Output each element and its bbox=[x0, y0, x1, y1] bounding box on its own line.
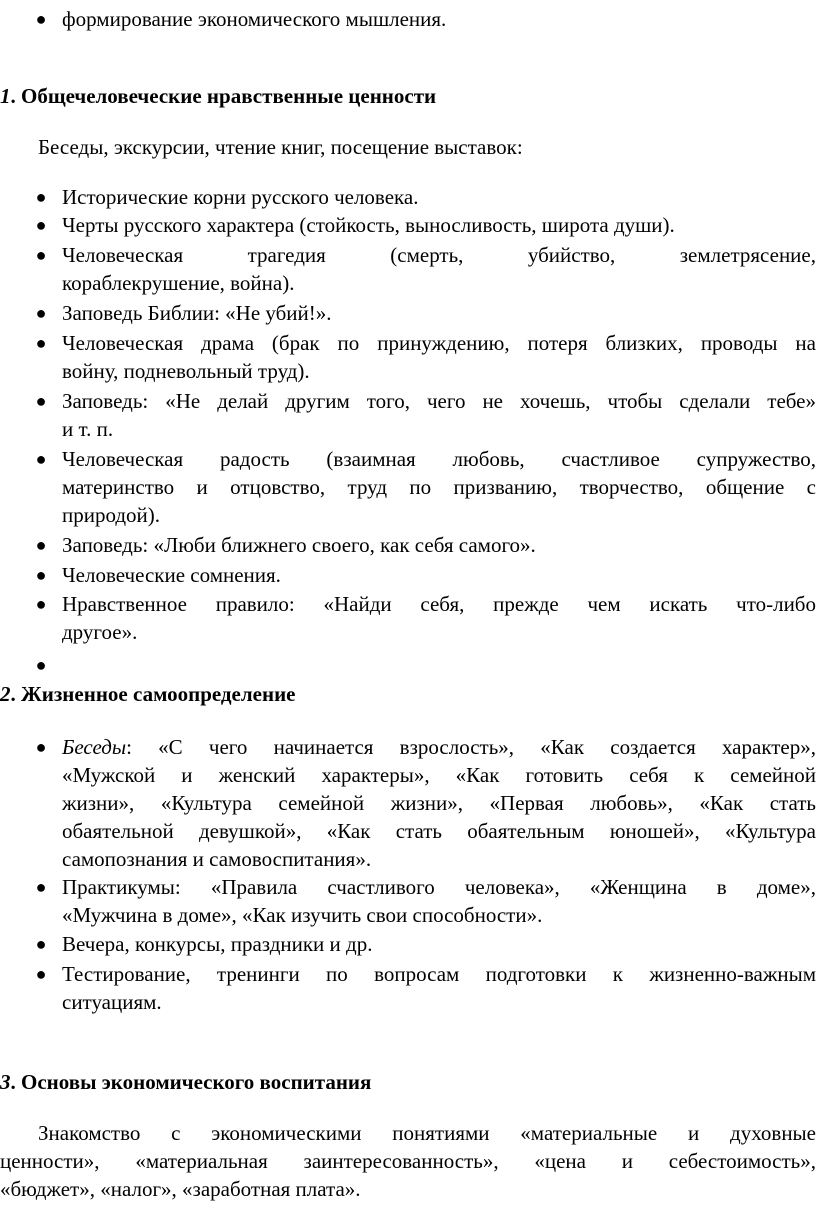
list-item-text: войну, подневольный труд). bbox=[62, 359, 310, 383]
emphasis-text: Беседы bbox=[62, 735, 127, 759]
list-item-text: Человеческая трагедия (смерть, убийство, землетрясение, bbox=[62, 243, 816, 267]
list-item-text: кораблекрушение, война). bbox=[62, 271, 295, 295]
list-item-text: самопознания и самовоспитания». bbox=[62, 847, 372, 871]
paragraph-line: Знакомство с экономическими понятиями «материальные и духовные bbox=[38, 1121, 816, 1145]
list-item-text: Вечера, конкурсы, праздники и др. bbox=[62, 932, 373, 956]
bullet-icon: ● bbox=[35, 934, 47, 954]
list-item-text: Исторические корни русского человека. bbox=[62, 185, 419, 209]
bullet-icon: ● bbox=[35, 303, 47, 323]
list-item-text: Человеческая радость (взаимная любовь, счастливое супружество, bbox=[62, 447, 816, 471]
bullet-icon: ● bbox=[35, 333, 47, 353]
list-item-text: Тестирование, тренинги по вопросам подготовки к жизненно-важным bbox=[62, 962, 816, 986]
list-item-text: обаятельной девушкой», «Как стать обаятельным юношей», «Культура bbox=[62, 819, 816, 843]
list-item-text: формирование экономического мышления. bbox=[62, 7, 447, 31]
list-item-text: Нравственное правило: «Найди себя, прежде чем искать что-либо bbox=[62, 592, 816, 616]
bullet-icon: ● bbox=[35, 737, 47, 757]
list-item-text: Человеческие сомнения. bbox=[62, 563, 281, 587]
list-item-text: природой). bbox=[62, 503, 161, 527]
bullet-icon: ● bbox=[35, 9, 47, 29]
bullet-icon: ● bbox=[35, 187, 47, 207]
list-item-text: и т. п. bbox=[62, 417, 114, 441]
list-item-text: ситуациям. bbox=[62, 990, 162, 1014]
section-3-paragraph bbox=[0, 1119, 816, 1203]
bullet-icon: ● bbox=[35, 655, 47, 675]
section-1-intro: Беседы, экскурсии, чтение книг, посещение выставок: bbox=[38, 135, 523, 159]
paragraph-line: «бюджет», «налог», «заработная плата». bbox=[0, 1177, 361, 1201]
list-item-text: Заповедь Библии: «Не убий!». bbox=[62, 301, 332, 325]
list-item-text: Беседы: «С чего начинается взрослость», «Как создается характер», bbox=[62, 735, 816, 759]
list-item-text: Человеческая драма (брак по принуждению, потеря близких, проводы на bbox=[62, 331, 816, 355]
list-item-text: «Мужчина в доме», «Как изучить свои способности». bbox=[62, 903, 543, 927]
list-item-text: Черты русского характера (стойкость, выносливость, широта души). bbox=[62, 213, 675, 237]
bullet-icon: ● bbox=[35, 449, 47, 469]
bullet-icon: ● bbox=[35, 245, 47, 265]
bullet-icon: ● bbox=[35, 964, 47, 984]
bullet-icon: ● bbox=[35, 215, 47, 235]
bullet-icon: ● bbox=[35, 565, 47, 585]
list-item-text: другое». bbox=[62, 620, 138, 644]
bullet-icon: ● bbox=[35, 877, 47, 897]
section-heading-2: 2. Жизненное самоопределение bbox=[0, 682, 296, 706]
list-item-text: Заповедь: «Не делай другим того, чего не хочешь, чтобы сделали тебе» bbox=[62, 389, 816, 413]
list-item-text: Практикумы: «Правила счастливого человека», «Женщина в доме», bbox=[62, 875, 816, 899]
list-item-text: жизни», «Культура семейной жизни», «Первая любовь», «Как стать bbox=[62, 791, 816, 815]
list-item-text: материнство и отцовство, труд по призванию, творчество, общение с bbox=[62, 475, 816, 499]
bullet-icon: ● bbox=[35, 594, 47, 614]
bullet-icon: ● bbox=[35, 535, 47, 555]
paragraph-line: ценности», «материальная заинтересованность», «цена и себестоимость», bbox=[0, 1149, 816, 1173]
section-heading-1: 1. Общечеловеческие нравственные ценности bbox=[0, 84, 437, 108]
section-heading-3: 3. Основы экономического воспитания bbox=[0, 1070, 372, 1094]
list-item-text: «Мужской и женский характеры», «Как готовить себя к семейной bbox=[62, 763, 816, 787]
list-item-text: Заповедь: «Люби ближнего своего, как себя самого». bbox=[62, 533, 536, 557]
bullet-icon: ● bbox=[35, 391, 47, 411]
